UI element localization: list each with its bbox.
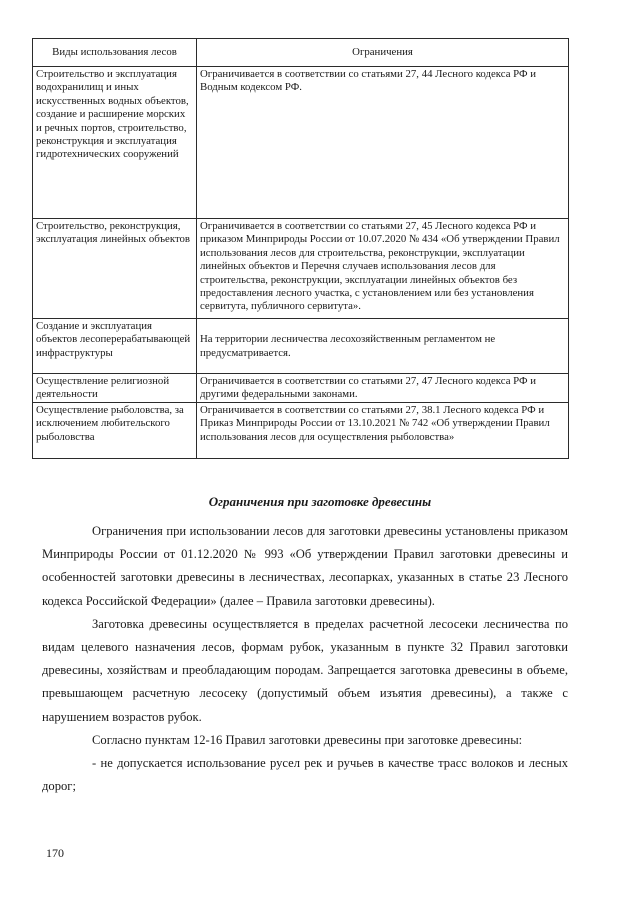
forest-use-restrictions-table — [32, 38, 569, 459]
body-text — [42, 520, 568, 798]
table-row — [33, 319, 569, 374]
use-cell: Осуществление религиозной деятельности — [33, 374, 197, 403]
table-row — [33, 219, 569, 319]
column-header-use: Виды использования лесов — [33, 39, 197, 67]
table-header-row — [33, 39, 569, 67]
use-cell: Создание и эксплуатация объектов лесоперерабатывающей инфраструктуры — [33, 319, 197, 374]
paragraph: Согласно пунктам 12-16 Правил заготовки древесины при заготовке древесины: — [92, 732, 523, 747]
table-row — [33, 402, 569, 458]
column-header-restriction: Ограничения — [197, 39, 569, 67]
use-cell: Строительство, реконструкция, эксплуатация линейных объектов — [33, 219, 197, 319]
page-number: 170 — [46, 846, 64, 860]
restriction-cell: Ограничивается в соответствии со статьями 27, 45 Лесного кодекса РФ и приказом Минприроды России от 10.07.2020 № 434 «Об утверждении Правил использования лесов для строительства, реконструкции, эксплуатации линейных объектов и Перечня случаев использования лесов для строительства, реконструкции, эксплуатации линейных объектов без предоставления лесного участка, с установлением или без установления сервитута, публичного сервитута». — [197, 219, 569, 319]
restriction-cell: Ограничивается в соответствии со статьями 27, 47 Лесного кодекса РФ и другими федеральными законами. — [197, 374, 569, 403]
restriction-cell: Ограничивается в соответствии со статьями 27, 44 Лесного кодекса РФ и Водным кодексом РФ. — [197, 67, 569, 219]
paragraph: Заготовка древесины осуществляется в пределах расчетной лесосеки лесничества по видам целевого назначения лесов, формам рубок, указанным в пункте 32 Правил заготовки древесины, хозяйствам и преобладающим породам. Запрещается заготовка древесины в объеме, превышающем расчетную лесосеку (допустимый объем изъятия древесины), а также с нарушением возрастов рубок. — [42, 616, 568, 724]
table-row — [33, 67, 569, 219]
paragraph: - не допускается использование русел рек и ручьев в качестве трасс волоков и лесных дорог; — [42, 756, 568, 794]
table-row — [33, 374, 569, 403]
section-title: Ограничения при заготовке древесины — [208, 494, 432, 509]
restriction-cell: На территории лесничества лесохозяйственным регламентом не предусматривается. — [197, 319, 569, 374]
use-cell: Осуществление рыболовства, за исключением любительского рыболовства — [33, 402, 197, 458]
restriction-cell: Ограничивается в соответствии со статьями 27, 38.1 Лесного кодекса РФ и Приказ Минприроды России от 13.10.2021 № 742 «Об утверждении Правил использования лесов для осуществления рыболовства» — [197, 402, 569, 458]
paragraph: Ограничения при использовании лесов для заготовки древесины установлены приказом Минприроды России от 01.12.2020 № 993 «Об утверждении Правил заготовки древесины и особенностей заготовки древесины в лесничествах, лесопарках, указанных в статье 23 Лесного кодекса Российской Федерации» (далее – Правила заготовки древесины). — [42, 524, 568, 608]
use-cell: Строительство и эксплуатация водохранилищ и иных искусственных водных объектов, создание и расширение морских и речных портов, строительство, реконструкция и эксплуатация гидротехнических сооружений — [33, 67, 197, 219]
